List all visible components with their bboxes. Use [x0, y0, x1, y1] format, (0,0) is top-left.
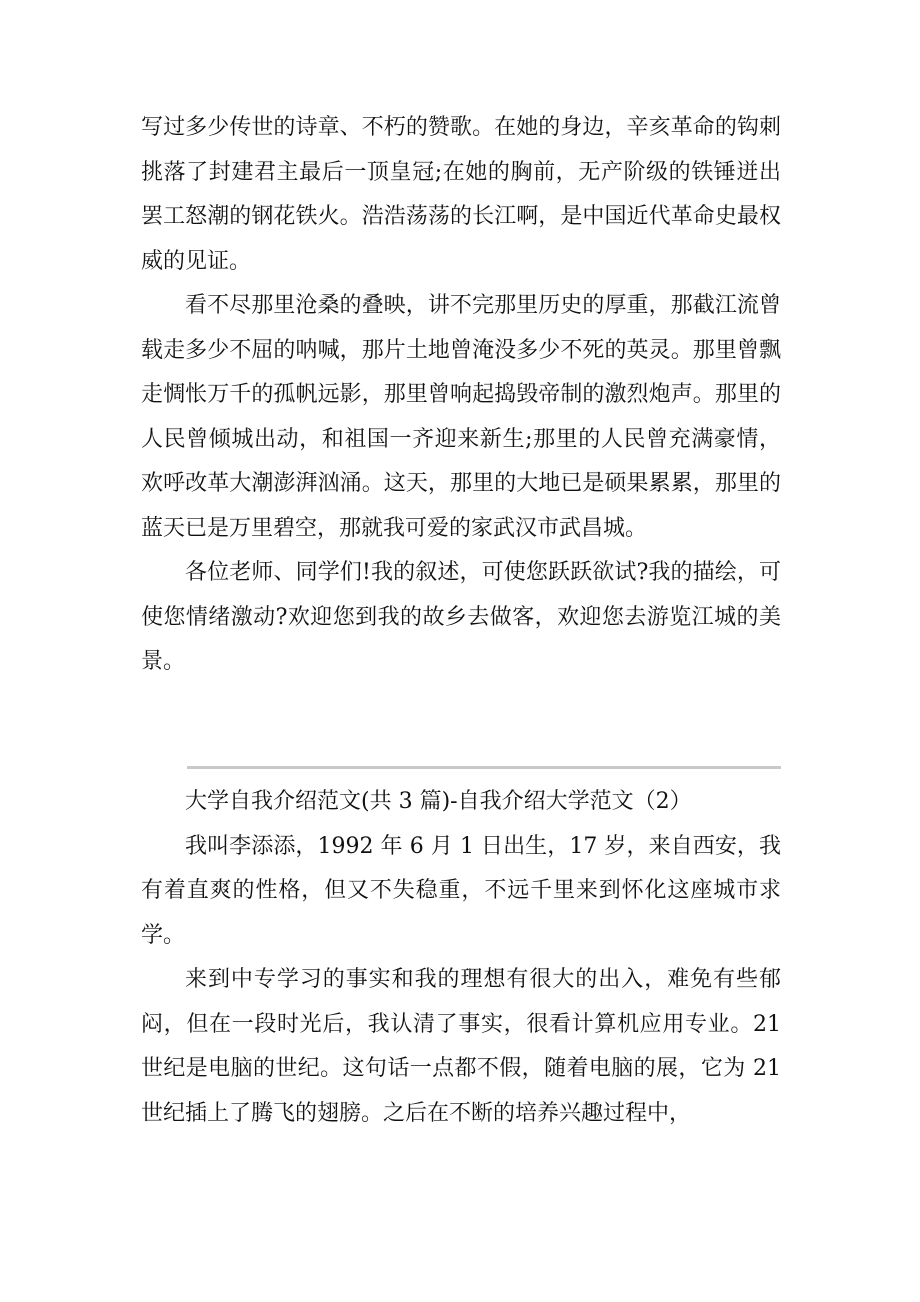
section-heading: 大学自我介绍范文(共 3 篇)-自我介绍大学范文（2）	[185, 789, 692, 814]
paragraph: 看不尽那里沧桑的叠映，讲不完那里历史的厚重，那截江流曾载走多少不屈的呐喊，那片土地曾淹没多少不死的英灵。那里曾飘走惆怅万千的孤帆远影，那里曾响起捣毁帝制的激烈炮声。那里的人民曾倾城出动，和祖国一齐迎来新生;那里的人民曾充满豪情，欢呼改革大潮澎湃汹涌。这天，那里的大地已是硕果累累，那里的蓝天已是万里碧空，那就我可爱的家武汉市武昌城。	[141, 293, 781, 541]
paragraph: 来到中专学习的事实和我的理想有很大的出入，难免有些郁闷，但在一段时光后，我认清了事实，很看计算机应用专业。21 世纪是电脑的世纪。这句话一点都不假，随着电脑的展，它为 21 世纪插上了腾飞的翅膀。之后在不断的培养兴趣过程中，	[141, 967, 781, 1126]
paragraph-continuation: 写过多少传世的诗章、不朽的赞歌。在她的身边，辛亥革命的钩刺挑落了封建君主最后一顶皇冠;在她的胸前，无产阶级的铁锤迸出罢工怒潮的钢花铁火。浩浩荡荡的长江啊，是中国近代革命史最权威的见证。	[141, 115, 781, 274]
paragraph: 各位老师、同学们!我的叙述，可使您跃跃欲试?我的描绘，可使您情绪激动?欢迎您到我的故乡去做客，欢迎您去游览江城的美景。	[141, 560, 781, 674]
body-text-section-2	[141, 780, 781, 1136]
body-text-section-1	[141, 106, 781, 685]
paragraph: 我叫李添添，1992 年 6 月 1 日出生，17 岁，来自西安，我有着直爽的性格，但又不失稳重，不远千里来到怀化这座城市求学。	[141, 833, 781, 948]
section-divider	[187, 766, 781, 769]
